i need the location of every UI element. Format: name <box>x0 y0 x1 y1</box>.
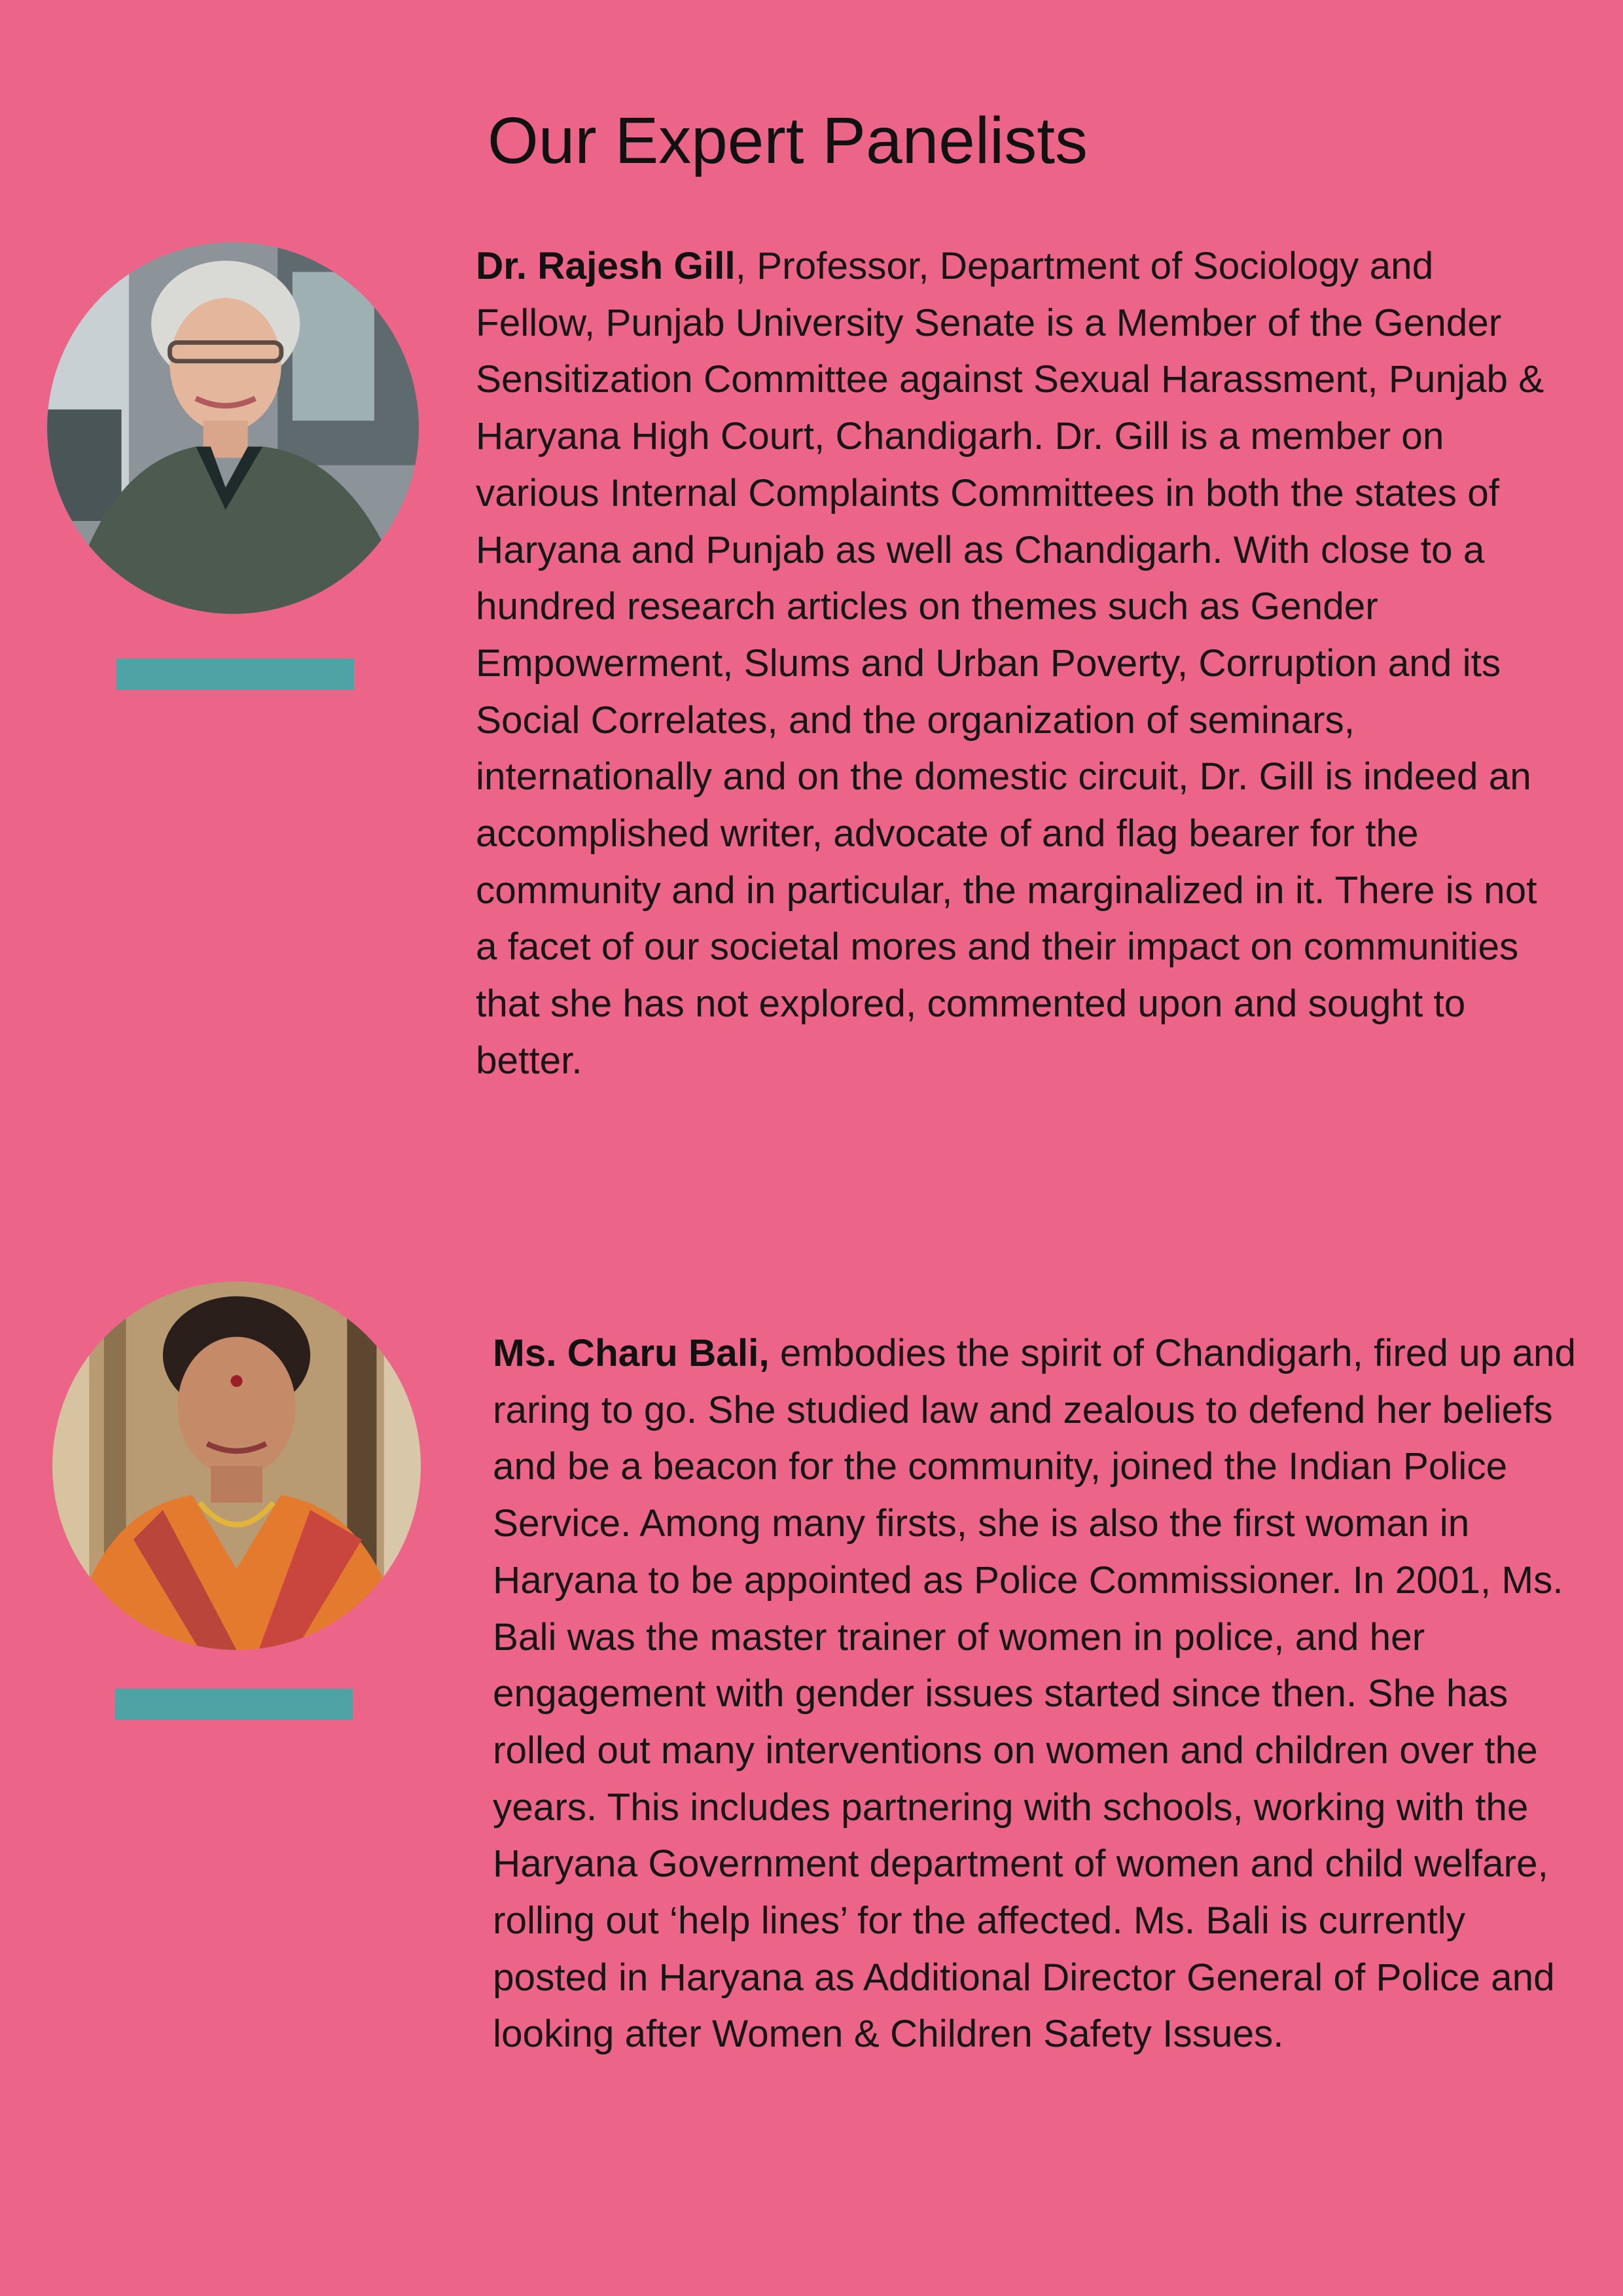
accent-bar <box>116 658 354 690</box>
portrait-photo-icon <box>52 1282 421 1650</box>
page-title: Our Expert Panelists <box>488 104 1088 177</box>
panelist-portrait <box>52 1282 421 1650</box>
panelist-portrait <box>47 242 419 614</box>
panelist-name: Dr. Rajesh Gill <box>476 245 736 287</box>
panelist-bio <box>476 238 1562 1090</box>
panelist-bio <box>493 1325 1579 2063</box>
panelist-bio-text: , Professor, Department of Sociology and Fellow, Punjab University Senate is a Member of the Gender Sensitization Committee against Sexual Harassment, Punjab & Haryana High Court, Chandigarh. Dr. Gill is a member on various Internal Complaints Committees in both the states of Haryana and Punjab as well as Chandigarh. With close to a hundred research articles on themes such as Gender Empowerment, Slums and Urban Poverty, Corruption and its Social Correlates, and the organization of seminars, internationally and on the domestic circuit, Dr. Gill is indeed an accomplished writer, advocate of and flag bearer for the community and in particular, the marginalized in it. There is not a facet of our societal mores and their impact on communities that she has not explored, commented upon and sought to better. <box>476 245 1544 1082</box>
accent-bar <box>115 1689 353 1720</box>
panelist-name: Ms. Charu Bali, <box>493 1332 770 1374</box>
panelist-bio-text: embodies the spirit of Chandigarh, fired up and raring to go. She studied law and zealous to defend her beliefs and be a beacon for the community, joined the Indian Police Service. Among many firsts, she is also the first woman in Haryana to be appointed as Police Commissioner. In 2001, Ms. Bali was the master trainer of women in police, and her engagement with gender issues started since then. She has rolled out many interventions on women and children over the years. This includes partnering with schools, working with the Haryana Government department of women and child welfare, rolling out ‘help lines’ for the affected. Ms. Bali is currently posted in Haryana as Additional Director General of Police and looking after Women & Children Safety Issues. <box>493 1332 1577 2056</box>
portrait-photo-icon <box>47 242 419 614</box>
